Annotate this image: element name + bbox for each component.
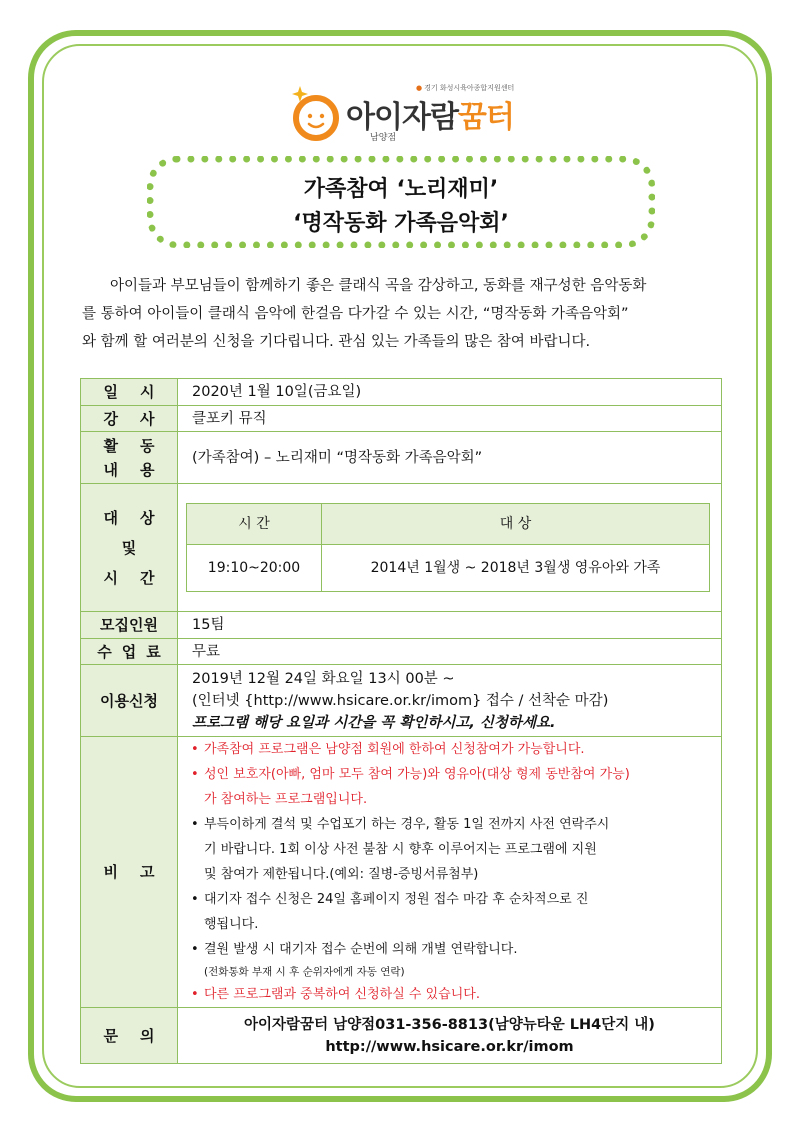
target-value (178, 484, 722, 612)
schedule-target: 2014년 1월생 ~ 2018년 3월생 영유아와 가족 (322, 545, 710, 592)
intro-line-3: 와 함께 할 여러분의 신청을 기다립니다. 관심 있는 가족들의 많은 참여 바랍니다. (82, 334, 591, 350)
row-apply (81, 665, 722, 737)
logo-name-a: 아이자람 (346, 100, 458, 135)
schedule-head-time: 시 간 (187, 504, 322, 545)
intro-line-2: 를 통하여 아이들이 클래식 음악에 한걸음 다가갈 수 있는 시간, “명작동화 가족음악회” (82, 306, 629, 322)
activity-value: (가족참여) – 노리재미 “명작동화 가족음악회” (178, 432, 722, 484)
title-line-2: ‘명작동화 가족음악회’ (293, 211, 509, 236)
apply-label: 이용신청 (81, 665, 178, 737)
note-item: • 결원 발생 시 대기자 접수 순번에 의해 개별 연락합니다. (전화통화 부재 시 후 순위자에게 자동 연락) (190, 937, 713, 982)
note-item: • 다른 프로그램과 중복하여 신청하실 수 있습니다. (190, 982, 713, 1007)
recruit-value: 15팀 (178, 612, 722, 639)
recruit-label: 모집인원 (81, 612, 178, 639)
schedule-header (187, 504, 710, 545)
apply-line-2: (인터넷 {http://www.hsicare.or.kr/imom} 접수 / 선착순 마감) (192, 692, 609, 709)
title-line-1: 가족참여 ‘노리재미’ (303, 177, 499, 202)
row-notes (81, 737, 722, 1008)
apply-line-3: 프로그램 해당 요일과 시간을 꼭 확인하시고, 신청하세요. (192, 714, 556, 731)
info-table (80, 378, 722, 1064)
row-target (81, 484, 722, 612)
apply-line-1: 2019년 12월 24일 화요일 13시 00분 ~ (192, 670, 455, 687)
row-instructor (81, 406, 722, 432)
fee-label: 수업료 (81, 639, 178, 665)
org-mark-icon: ● (416, 84, 423, 92)
logo-org-text: 경기 화성시육아종합지원센터 (424, 84, 515, 92)
notes-value (178, 737, 722, 1008)
intro-paragraph (82, 272, 722, 356)
notes-label: 비고 (81, 737, 178, 1008)
contact-url-link[interactable]: http://www.hsicare.or.kr/imom (325, 1038, 574, 1055)
instructor-value: 클포키 뮤직 (178, 406, 722, 432)
activity-label: 활동 내용 (81, 432, 178, 484)
schedule-head-target: 대 상 (322, 504, 710, 545)
logo-branch: 남양점 (370, 133, 397, 143)
row-date (81, 379, 722, 406)
note-item: • 대기자 접수 신청은 24일 홈페이지 정원 접수 마감 후 순차적으로 진 행됩니다. (190, 887, 713, 937)
contact-phone: 아이자람꿈터 남양점031-356-8813(남양뉴타운 LH4단지 내) (244, 1016, 655, 1033)
row-fee (81, 639, 722, 665)
contact-label: 문의 (81, 1008, 178, 1064)
logo (288, 80, 528, 148)
row-activity (81, 432, 722, 484)
row-recruit (81, 612, 722, 639)
fee-value: 무료 (178, 639, 722, 665)
title-box (147, 156, 655, 248)
apply-value (178, 665, 722, 737)
child-face-icon (288, 84, 346, 142)
instructor-label: 강사 (81, 406, 178, 432)
schedule-table (186, 503, 710, 592)
date-label: 일시 (81, 379, 178, 406)
schedule-time: 19:10~20:00 (187, 545, 322, 592)
contact-value (178, 1008, 722, 1064)
target-label: 대상 및 시간 (81, 484, 178, 612)
note-item: • 가족참여 프로그램은 남양점 회원에 한하여 신청참여가 가능합니다. (190, 737, 713, 762)
logo-name-b: 꿈터 (457, 100, 514, 135)
date-value: 2020년 1월 10일(금요일) (178, 379, 722, 406)
note-item: • 성인 보호자(아빠, 엄마 모두 참여 가능)와 영유아(대상 형제 동반참여 가능) 가 참여하는 프로그램입니다. (190, 762, 713, 812)
intro-line-1: 아이들과 부모님들이 함께하기 좋은 클래식 곡을 감상하고, 동화를 재구성한 음악동화 (110, 278, 647, 294)
row-contact (81, 1008, 722, 1064)
note-item: • 부득이하게 결석 및 수업포기 하는 경우, 활동 1일 전까지 사전 연락주시 기 바랍니다. 1회 이상 사전 불참 시 향후 이루어지는 프로그램에 지원 및 참여가 제한됩니다.(예외: 질병-증빙서류첨부) (190, 812, 713, 887)
schedule-row (187, 545, 710, 592)
notes-list (190, 737, 721, 1007)
